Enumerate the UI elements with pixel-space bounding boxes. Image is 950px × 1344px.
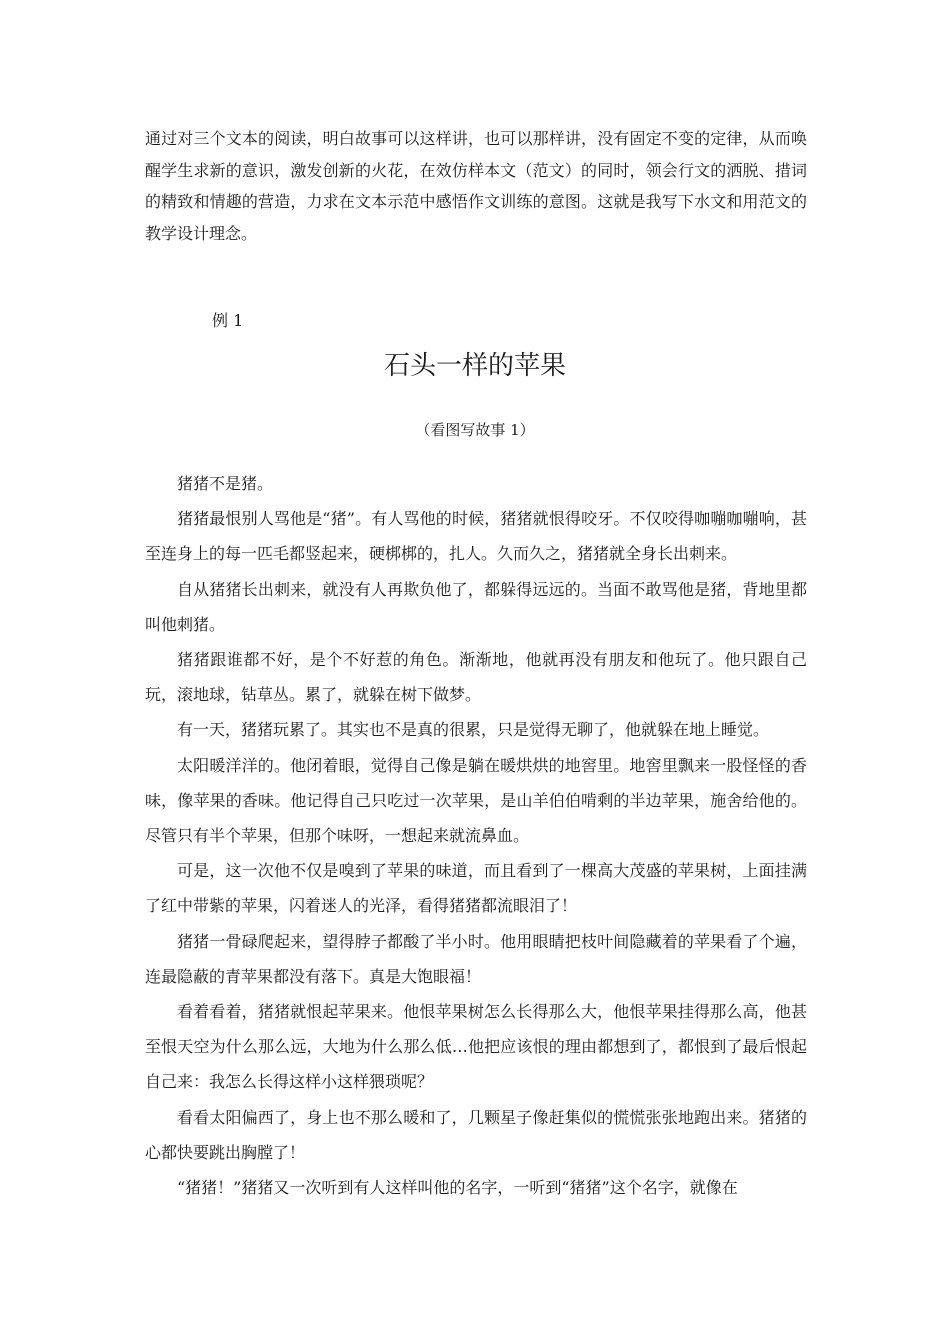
story-paragraph: 猪猪跟谁都不好，是个不好惹的角色。渐渐地，他就再没有朋友和他玩了。他只跟自己玩，滚地球，钻草丛。累了，就躲在树下做梦。 bbox=[145, 650, 807, 705]
example-label: 例 1 bbox=[212, 311, 244, 330]
story-paragraph: 猪猪一骨碌爬起来，望得脖子都酸了半小时。他用眼睛把枝叶间隐藏着的苹果看了个遍，连最隐蔽的青苹果都没有落下。真是大饱眼福！ bbox=[145, 931, 807, 986]
story-paragraph: 有一天，猪猪玩累了。其实也不是真的很累，只是觉得无聊了，他就躲在地上睡觉。 bbox=[177, 720, 770, 740]
intro-paragraph: 通过对三个文本的阅读，明白故事可以这样讲，也可以那样讲，没有固定不变的定律，从而唤醒学生求新的意识，激发创新的火花，在效仿样本文（范文）的同时，领会行文的洒脱、措词的精致和情趣的营造，力求在文本示范中感悟作文训练的意图。这就是我写下水文和用范文的教学设计理念。 bbox=[145, 129, 807, 243]
story-paragraph: 可是，这一次他不仅是嗅到了苹果的味道，而且看到了一棵高大茂盛的苹果树，上面挂满了红中带紫的苹果，闪着迷人的光泽，看得猪猪都流眼泪了！ bbox=[145, 861, 807, 916]
story-paragraph: 看着看着，猪猪就恨起苹果来。他恨苹果树怎么长得那么大，他恨苹果挂得那么高，他甚至恨天空为什么那么远，大地为什么那么低…他把应该恨的理由都想到了，都恨到了最后恨起自己来：我怎么长得这样小这样猥琐呢？ bbox=[145, 1002, 807, 1092]
story-paragraph: 看看太阳偏西了，身上也不那么暖和了，几颗星子像赶集似的慌慌张张地跑出来。猪猪的心都快要跳出胸膛了！ bbox=[145, 1107, 807, 1162]
story-paragraph: 猪猪不是猪。 bbox=[177, 474, 274, 493]
story-title: 石头一样的苹果 bbox=[383, 351, 566, 381]
story-paragraph: 自从猪猪长出刺来，就没有人再欺负他了，都躲得远远的。当面不敢骂他是猪，背地里都叫他刺猪。 bbox=[145, 579, 807, 634]
story-paragraph: 猪猪最恨别人骂他是“猪”。有人骂他的时候，猪猪就恨得咬牙。不仅咬得咖嘣咖嘣响，甚至连身上的每一匹毛都竖起来，硬梆梆的，扎人。久而久之，猪猪就全身长出刺来。 bbox=[145, 509, 807, 564]
story-subtitle: （看图写故事 1） bbox=[415, 421, 535, 439]
story-paragraph: 太阳暖洋洋的。他闭着眼，觉得自己像是躺在暖烘烘的地窖里。地窖里飘来一股怪怪的香味，像苹果的香味。他记得自己只吃过一次苹果，是山羊伯伯啃剩的半边苹果，施舍给他的。尽管只有半个苹果，但那个味呀，一想起来就流鼻血。 bbox=[145, 755, 807, 846]
story-body bbox=[145, 466, 807, 1205]
story-paragraph: “猪猪！”猪猪又一次听到有人这样叫他的名字，一听到“猪猪”这个名字，就像在 bbox=[177, 1178, 738, 1198]
